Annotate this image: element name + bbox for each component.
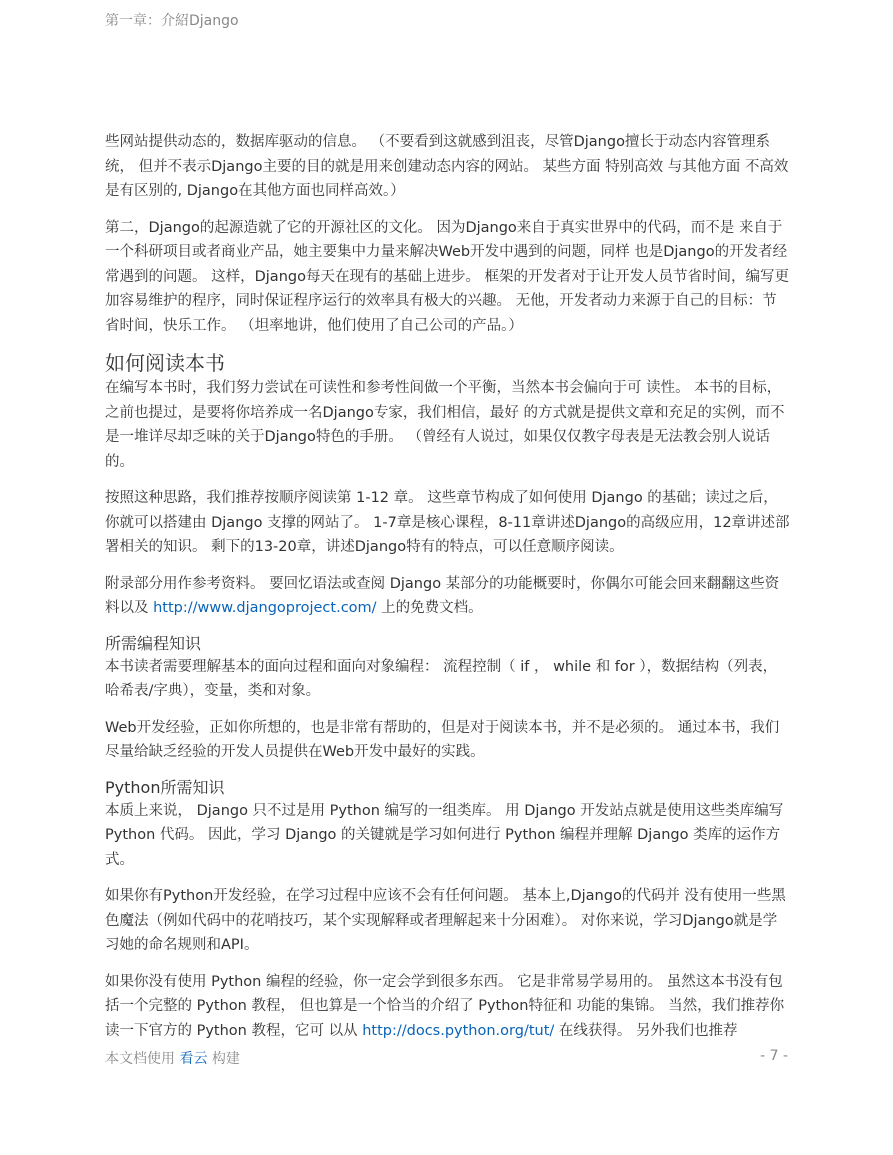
running-header: 第一章：介紹Django	[105, 13, 239, 29]
paragraph-programming-2: Web开发经验，正如你所想的，也是非常有帮助的，但是对于阅读本书，并不是必须的。 通过本书，我们尽量给缺乏经验的开发人员提供在Web开发中最好的实践。	[105, 719, 780, 760]
heading-how-to-read: 如何阅读本书	[105, 351, 225, 375]
heading-python-knowledge: Python所需知识	[105, 777, 225, 797]
document-body	[105, 130, 790, 1055]
paragraph-python-1: 本质上来说， Django 只不过是用 Python 编写的一组类库。 用 Django 开发站点就是使用这些类库编写 Python 代码。 因此，学习 Django 的关键就是学习如何进行 Python 编程并理解 Django 类库的运作方式。	[105, 802, 784, 868]
paragraph-python-2: 如果你有Python开发经验，在学习过程中应该不会有任何问题。 基本上,Django的代码并 没有使用一些黑色魔法（例如代码中的花哨技巧，某个实现解释或者理解起来十分困难）。 对你来说，学习Django就是学习她的命名规则和API。	[105, 888, 786, 953]
paragraph-intro-1: 些网站提供动态的，数据库驱动的信息。 （不要看到这就感到沮丧，尽管Django擅长于动态内容管理系统， 但并不表示Django主要的目的就是用来创建动态内容的网站。 某些方面 特别高效 与其他方面 不高效 是有区别的, Django在其他方面也同样高效。）	[105, 134, 789, 199]
paragraph-text: 如果你没有使用 Python 编程的经验，你一定会学到很多东西。 它是非常易学易用的。 虽然这本书没有包括一个完整的 Python 教程， 但也算是一个恰当的介绍了 Python特征和 功能的集锦。 当然，我们推荐你读一下官方的 Python 教程，它可 以从	[105, 973, 785, 1039]
paragraph-text: 在线获得。 另外我们也推荐	[554, 1022, 738, 1039]
paragraph-how-to-read-2: 按照这种思路，我们推荐按顺序阅读第 1-12 章。 这些章节构成了如何使用 Django 的基础；读过之后，你就可以搭建由 Django 支撑的网站了。 1-7章是核心课程，8-11章讲述Django的高级应用，12章讲述部署相关的知识。 剩下的13-20章，讲述Django特有的特点，可以任意顺序阅读。	[105, 490, 790, 555]
built-with-text: 本文档使用 看云 构建	[105, 1051, 240, 1067]
paragraph-how-to-read-3	[105, 572, 790, 621]
paragraph-python-3	[105, 970, 790, 1044]
page-number: - 7 -	[760, 1048, 788, 1064]
kancloud-link[interactable]: 看云	[179, 1051, 208, 1067]
paragraph-how-to-read-1: 在编写本书时，我们努力尝试在可读性和参考性间做一个平衡，当然本书会偏向于可 读性。 本书的目标，之前也提过，是要将你培养成一名Django专家，我们相信，最好 的方式就是提供文章和充足的实例，而不是一堆详尽却乏味的关于Django特色的手册。 （曾经有人说过，如果仅仅教字母表是无法教会别人说话的。	[105, 380, 785, 470]
python-tutorial-link[interactable]: http://docs.python.org/tut/	[362, 1022, 555, 1039]
djangoproject-link[interactable]: http://www.djangoproject.com/	[153, 600, 377, 616]
paragraph-text: 上的免费文档。	[376, 600, 483, 616]
paragraph-intro-2: 第二，Django的起源造就了它的开源社区的文化。 因为Django来自于真实世界中的代码，而不是 来自于一个科研项目或者商业产品，她主要集中力量来解决Web开发中遇到的问题，同样 也是Django的开发者经常遇到的问题。 这样，Django每天在现有的基础上进步。 框架的开发者对于让开发人员节省时间，编写更加容易维护的程序，同时保证程序运行的效率具有极大的兴趣。 无他，开发者动力来源于自己的目标：节省时间，快乐工作。 （坦率地讲，他们使用了自己公司的产品。）	[105, 219, 790, 334]
heading-programming-knowledge: 所需编程知识	[105, 633, 202, 653]
paragraph-programming-1: 本书读者需要理解基本的面向过程和面向对象编程： 流程控制（ if ， while 和 for ），数据结构（列表，哈希表/字典），变量，类和对象。	[105, 658, 778, 699]
paragraph-text: 附录部分用作参考资料。 要回忆语法或查阅 Django 某部分的功能概要时，你偶尔可能会回来翻翻这些资料以及	[105, 575, 780, 616]
page-footer	[105, 1048, 788, 1068]
